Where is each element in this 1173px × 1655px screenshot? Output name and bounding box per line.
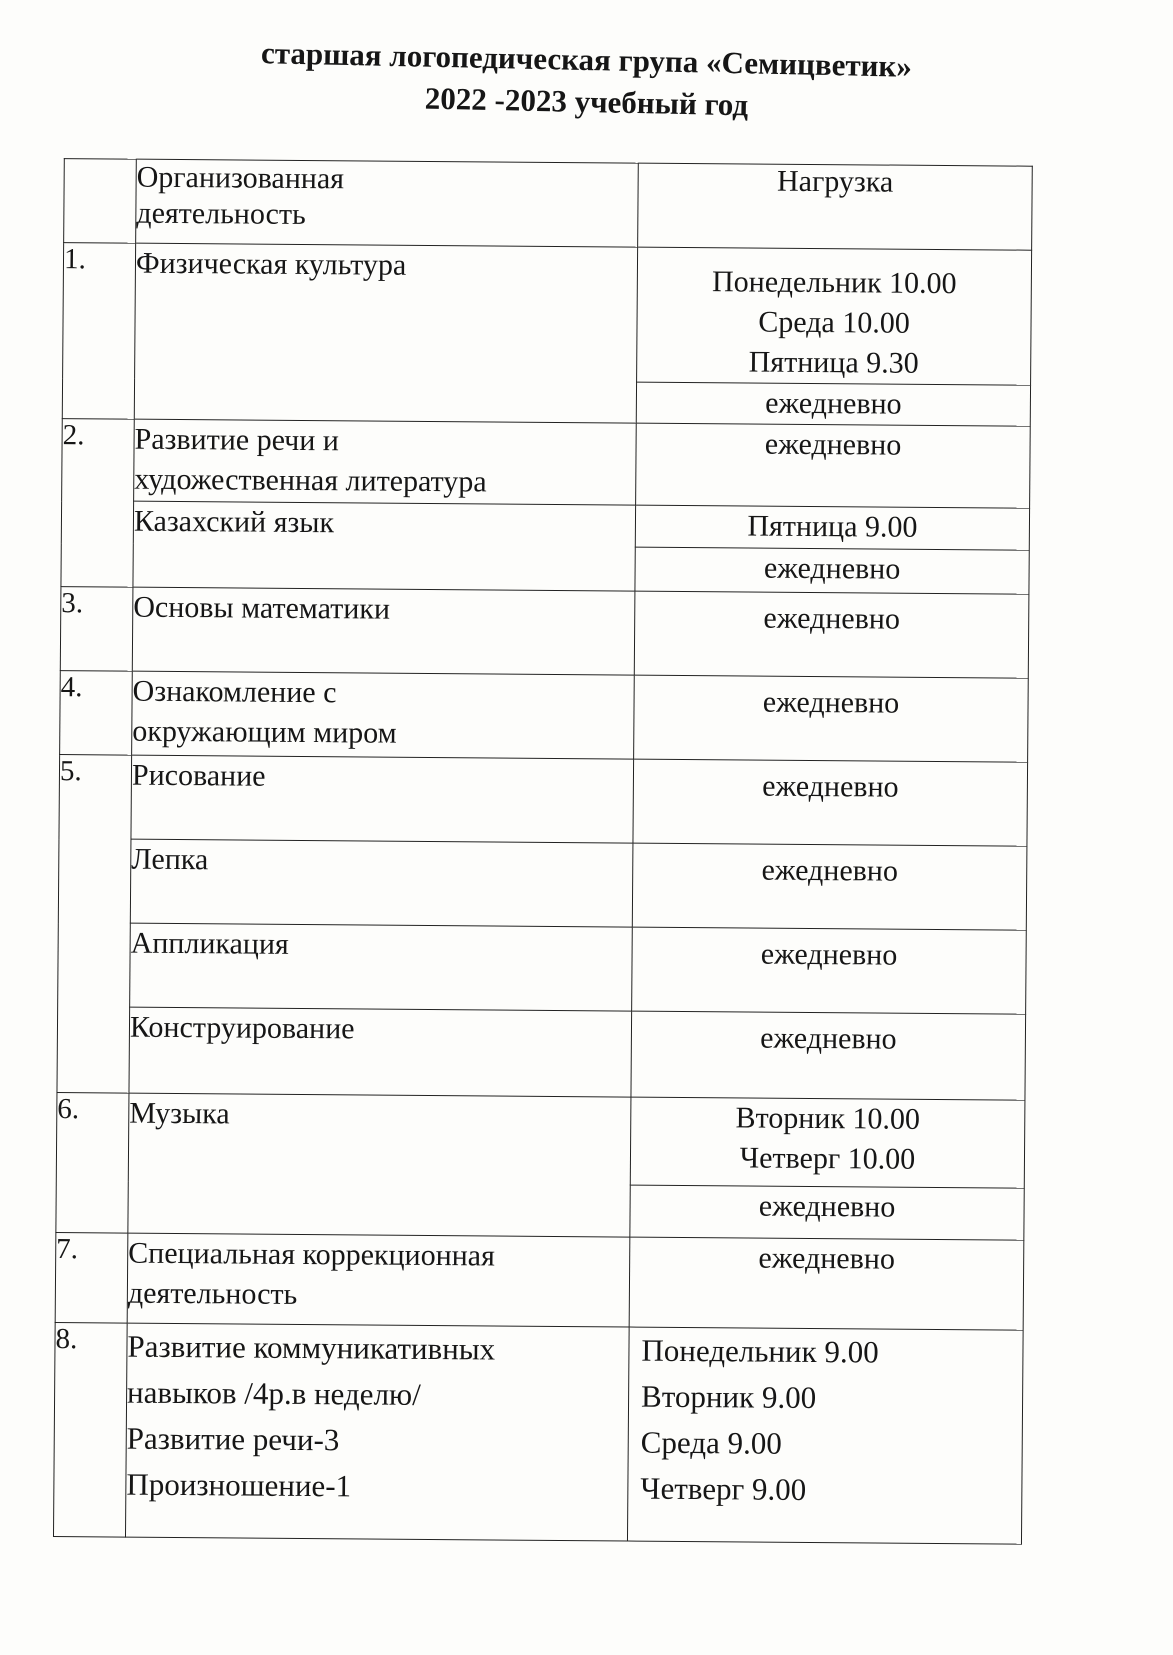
activity-cell: Рисование xyxy=(131,755,634,843)
load-line: Вторник 9.00 xyxy=(640,1378,817,1416)
load-cell: ежедневно xyxy=(634,675,1029,762)
activity-line: Развитие речи и xyxy=(134,422,340,458)
load-cell xyxy=(630,1097,1025,1188)
header-load-cell: Нагрузка xyxy=(638,163,1033,250)
load-line: Четверг 9.00 xyxy=(640,1470,807,1507)
load-line: Вторник 10.00 xyxy=(735,1101,921,1136)
load-cell: ежедневно xyxy=(631,1011,1026,1100)
row-number: 5. xyxy=(57,755,132,1094)
table-row xyxy=(56,1093,1025,1189)
activity-line: деятельность xyxy=(127,1276,298,1311)
activity-cell: Конструирование xyxy=(129,1007,632,1097)
activity-cell: Казахский язык xyxy=(133,501,636,591)
load-cell xyxy=(637,247,1032,385)
table-row xyxy=(58,839,1027,931)
activity-line: Ознакомление с xyxy=(132,674,337,710)
load-line: Среда 10.00 xyxy=(758,305,910,340)
activity-cell xyxy=(134,419,637,505)
load-line: Понедельник 9.00 xyxy=(641,1332,879,1370)
table-header-row xyxy=(64,159,1033,251)
table-row xyxy=(53,1323,1023,1545)
table-row xyxy=(60,671,1029,763)
load-cell: ежедневно xyxy=(630,1185,1024,1240)
activity-cell: Музыка xyxy=(128,1093,631,1237)
document-title: старшая логопедическая група «Семицветик» xyxy=(260,35,913,84)
schedule-table xyxy=(53,158,1033,1545)
activity-line: художественная литература xyxy=(134,462,487,499)
load-cell: ежедневно xyxy=(635,547,1029,594)
header-activity-line1: Организованная xyxy=(136,160,345,196)
load-line: Среда 9.00 xyxy=(640,1424,782,1461)
activity-line: Развитие коммуникативных xyxy=(127,1328,496,1367)
row-number: 8. xyxy=(53,1323,127,1538)
activity-cell xyxy=(127,1233,630,1327)
load-cell: Пятница 9.00 xyxy=(635,505,1029,550)
table-row xyxy=(57,1007,1026,1101)
table-row xyxy=(62,419,1031,509)
activity-cell: Физическая культура xyxy=(134,243,637,423)
table-row xyxy=(55,1233,1024,1331)
activity-line: Произношение-1 xyxy=(126,1466,352,1504)
table-row xyxy=(63,243,1032,386)
row-number: 4. xyxy=(60,671,133,756)
activity-cell: Аппликация xyxy=(130,923,633,1011)
load-cell: ежедневно xyxy=(634,591,1029,678)
table-row xyxy=(58,923,1027,1015)
activity-line: навыков /4р.в неделю/ xyxy=(126,1374,421,1412)
activity-line: Специальная коррекционная xyxy=(128,1236,496,1273)
header-activity-cell xyxy=(136,159,639,247)
activity-cell: Основы математики xyxy=(132,587,635,675)
load-cell: ежедневно xyxy=(633,759,1028,846)
row-number: 6. xyxy=(56,1093,129,1234)
load-cell: ежедневно xyxy=(636,382,1030,426)
load-line: Пятница 9.30 xyxy=(748,345,919,380)
header-num-cell xyxy=(64,159,137,244)
row-number: 7. xyxy=(55,1233,128,1324)
activity-line: окружающим миром xyxy=(132,714,397,750)
activity-line: Развитие речи-3 xyxy=(126,1420,340,1458)
table-row xyxy=(61,501,1029,551)
table-row xyxy=(59,755,1028,847)
load-line: Четверг 10.00 xyxy=(739,1141,916,1176)
activity-cell xyxy=(125,1323,629,1541)
activity-cell: Лепка xyxy=(130,839,633,927)
load-line: Понедельник 10.00 xyxy=(711,265,957,301)
header-activity-line2: деятельность xyxy=(136,196,306,231)
load-cell: ежедневно xyxy=(632,927,1027,1014)
load-cell xyxy=(627,1327,1023,1544)
activity-cell xyxy=(132,671,635,759)
row-number: 3. xyxy=(60,587,133,672)
document-subtitle: 2022 -2023 учебный год xyxy=(424,80,749,123)
load-cell: ежедневно xyxy=(636,423,1031,508)
load-cell: ежедневно xyxy=(632,843,1027,930)
row-number: 2. xyxy=(61,419,134,588)
row-number: 1. xyxy=(62,243,135,420)
table-row xyxy=(60,587,1029,679)
load-cell: ежедневно xyxy=(629,1237,1024,1330)
